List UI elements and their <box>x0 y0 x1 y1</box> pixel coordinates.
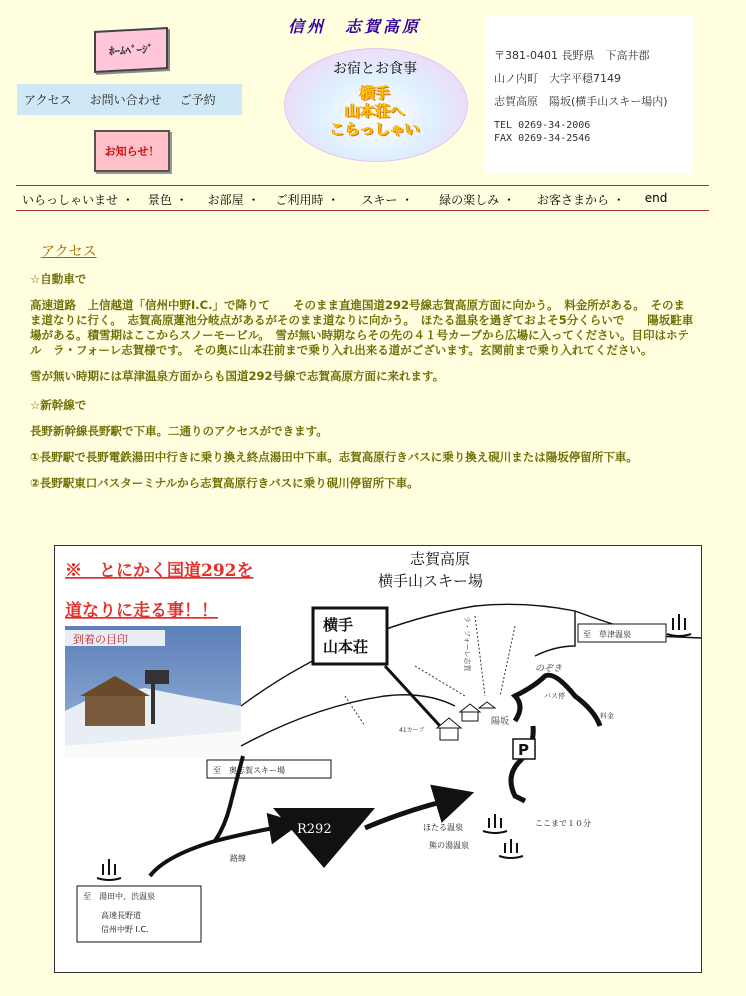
notice-button[interactable]: お知らせ！ <box>94 130 170 172</box>
car-directions-alt: 雪が無い時期には草津温泉方面からも国道292号線で志賀高原方面に来れます。 <box>30 369 445 383</box>
area-title-1: 志賀高原 <box>410 550 471 568</box>
parking-letter: P <box>518 741 529 759</box>
site-title: 信州 志賀高原 <box>288 17 422 36</box>
yudanaka-label: 至 湯田中、渋温泉 <box>83 892 155 901</box>
hotaru-label: ほたる温泉 <box>423 823 463 832</box>
route-292-label: R292 <box>297 822 332 837</box>
inn-name-2: 山本荘 <box>323 638 369 656</box>
highway-label-1: 高速長野道 <box>101 911 141 920</box>
map-drawing <box>55 546 701 972</box>
menu-item-welcome[interactable]: いらっしゃいませ ・ <box>22 193 134 207</box>
menu-item-usage[interactable]: ご利用時 ・ <box>275 193 340 207</box>
travel-time: ここまで１０分 <box>535 819 591 828</box>
nav-access-link[interactable]: アクセス <box>24 93 72 107</box>
train-route-1: ①長野駅で長野電鉄湯田中行きに乗り換え終点湯田中下車。志賀高原行きバスに乗り換え硯川または陽坂停留所下車。 <box>30 450 638 464</box>
home-button[interactable]: ﾎｰﾑﾍﾟｰｼﾞ <box>94 27 168 73</box>
phone-number: TEL 0269-34-2006 <box>494 120 591 131</box>
nav-contact-link[interactable]: お問い合わせ <box>89 93 162 107</box>
kusatsu-label: 至 草津温泉 <box>583 630 631 639</box>
train-route-2: ②長野駅東口バスターミナルから志賀高原行きバスに乗り硯川停留所下車。 <box>30 476 419 490</box>
fax-number: FAX 0269-34-2546 <box>494 133 591 144</box>
address-line3: 志賀高原 陽坂(横手山スキー場内) <box>494 95 668 108</box>
menu-item-end[interactable]: end <box>644 191 668 205</box>
menu-item-scenery[interactable]: 景色 ・ <box>147 193 188 207</box>
menu-divider-bottom <box>16 210 709 211</box>
inn-name-1: 横手 <box>323 616 354 634</box>
menu-item-green[interactable]: 緑の楽しみ ・ <box>439 193 515 207</box>
house-icon <box>437 718 461 740</box>
hot-spring-icon <box>499 839 523 858</box>
access-content <box>30 272 695 491</box>
label-hotel: ラ・フォーレ志賀 <box>463 616 471 672</box>
map-note-2: 道なりに走る事！！ <box>65 601 218 621</box>
kumanoyu-label: 熊の湯温泉 <box>429 841 469 850</box>
tagline: お宿とお食事 <box>333 61 417 77</box>
address-box <box>485 16 693 174</box>
menu-divider-top <box>16 185 709 186</box>
train-heading: ☆新幹線で <box>30 398 87 412</box>
top-nav <box>17 84 242 115</box>
menu-item-ski[interactable]: スキー ・ <box>361 193 414 207</box>
label-bus-stop: バス停 <box>544 692 565 700</box>
hot-spring-icon <box>483 814 507 833</box>
photo-caption: 到着の目印 <box>73 633 128 646</box>
car-heading: ☆自動車で <box>30 272 87 286</box>
label-hiyosaka: 陽坂 <box>491 717 510 727</box>
map-note-1: ※ とにかく国道292を <box>65 561 254 581</box>
hot-spring-icon <box>667 614 691 636</box>
address-line2: 山ノ内町 大字平穏7149 <box>494 72 621 85</box>
train-intro: 長野新幹線長野駅で下車。二通りのアクセスができます。 <box>30 424 328 438</box>
landmark-photo <box>65 626 241 758</box>
svg-text:路線: 路線 <box>230 854 246 863</box>
area-title-2: 横手山スキー場 <box>378 572 484 590</box>
label-nozoki: のぞき <box>535 664 563 674</box>
route-292-sign <box>273 808 375 868</box>
car-directions: 高速道路 上信越道「信州中野I.C.」で降りて そのまま直進国道292号線志賀高原方面に向かう。 料金所がある。 そのまま道なりに行く。 志賀高原蓮池分岐点があるがそのまま道なりに向かう。 ほたる温泉を過ぎておよそ5分くらいで 陽坂駐車場がある。積雪期はここからスノーモービル。 雪が無い時期ならその先の４１号カーブから広場に入ってください。目印はホテル ラ・フォーレ志賀様です。 その奥に山本荘前まで乗り入れ出来る道がございます。玄関前まで乗り入れてください。 <box>30 298 694 357</box>
main-menu <box>22 191 667 208</box>
page-title: アクセス <box>41 244 97 260</box>
menu-item-rooms[interactable]: お部屋 ・ <box>207 193 260 207</box>
nav-reservation-link[interactable]: ご予約 <box>179 93 216 107</box>
menu-item-guests[interactable]: お客さまから ・ <box>536 193 625 207</box>
address-line1: 〒381-0401 長野県 下高井郡 <box>494 49 650 62</box>
welcome-text: 横手 山本荘へ こらっしゃい <box>329 84 420 138</box>
hot-spring-icon <box>97 859 121 880</box>
access-map <box>54 545 702 973</box>
okushiga-label: 至 奥志賀スキー場 <box>213 766 285 775</box>
label-curve41: 41カーブ <box>399 727 425 734</box>
label-toll: 料金 <box>600 712 614 720</box>
highway-label-2: 信州中野 I.C. <box>101 925 149 934</box>
